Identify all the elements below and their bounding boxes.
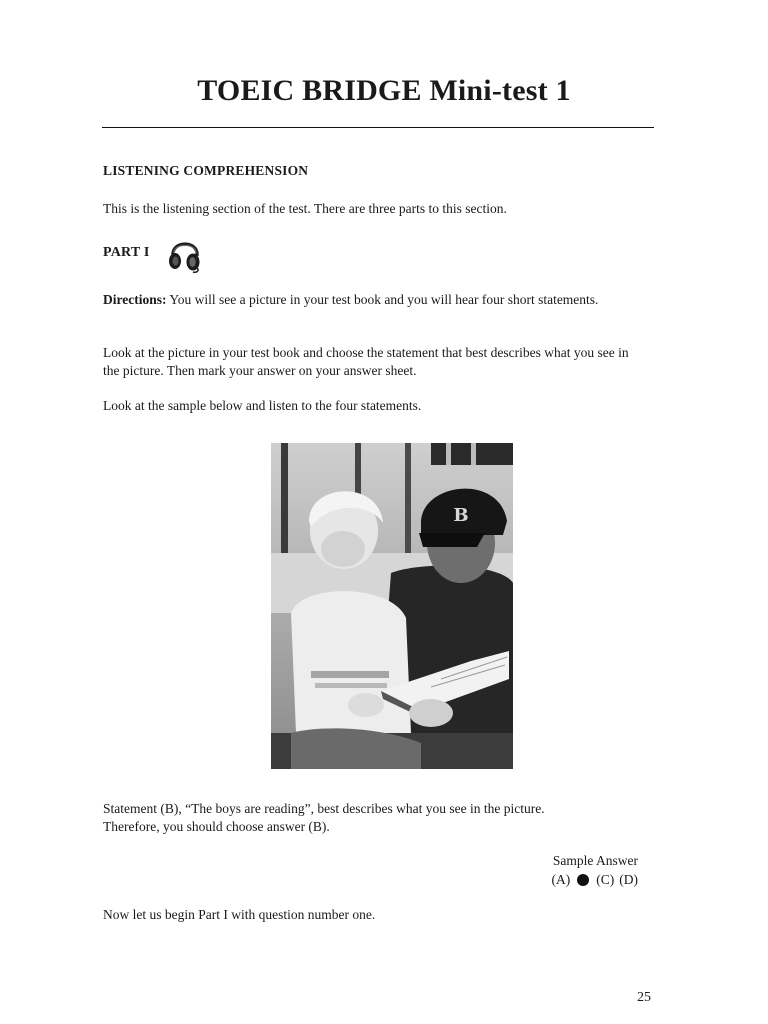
explanation-line: Statement (B), “The boys are reading”, best describes what you see in the picture. [103,801,545,816]
choice-d: (D) [619,872,638,887]
svg-text:B: B [453,505,469,526]
sample-answer-label: Sample Answer [552,853,638,868]
explanation-paragraph [103,800,648,836]
directions-label: Directions: [103,292,167,307]
filled-bubble-icon [577,874,589,886]
part-header [103,232,203,274]
answer-choices [552,870,639,889]
explanation-line: Therefore, you should choose answer (B). [103,819,330,834]
sample-photo [271,443,513,769]
page-number: 25 [637,990,651,1005]
page-title: TOEIC BRIDGE Mini-test 1 [197,74,571,107]
headphones-icon [167,232,203,274]
instruction-paragraph: Look at the sample below and listen to the four statements. [103,398,422,413]
part-label: PART I [103,245,150,260]
sample-answer [552,851,639,889]
begin-instruction: Now let us begin Part I with question number one. [103,907,376,922]
directions-paragraph [103,291,648,309]
title-divider [102,127,654,128]
directions-text: You will see a picture in your test book and you will hear four short statements. [169,292,599,307]
section-heading: LISTENING COMPREHENSION [103,163,309,178]
instruction-paragraph: Look at the picture in your test book and choose the statement that best describes what you see in the picture. Then mark your answer on your answer sheet. [103,345,629,378]
section-intro: This is the listening section of the test. There are three parts to this section. [103,201,507,216]
choice-c: (C) [596,872,615,887]
choice-a: (A) [551,872,571,887]
